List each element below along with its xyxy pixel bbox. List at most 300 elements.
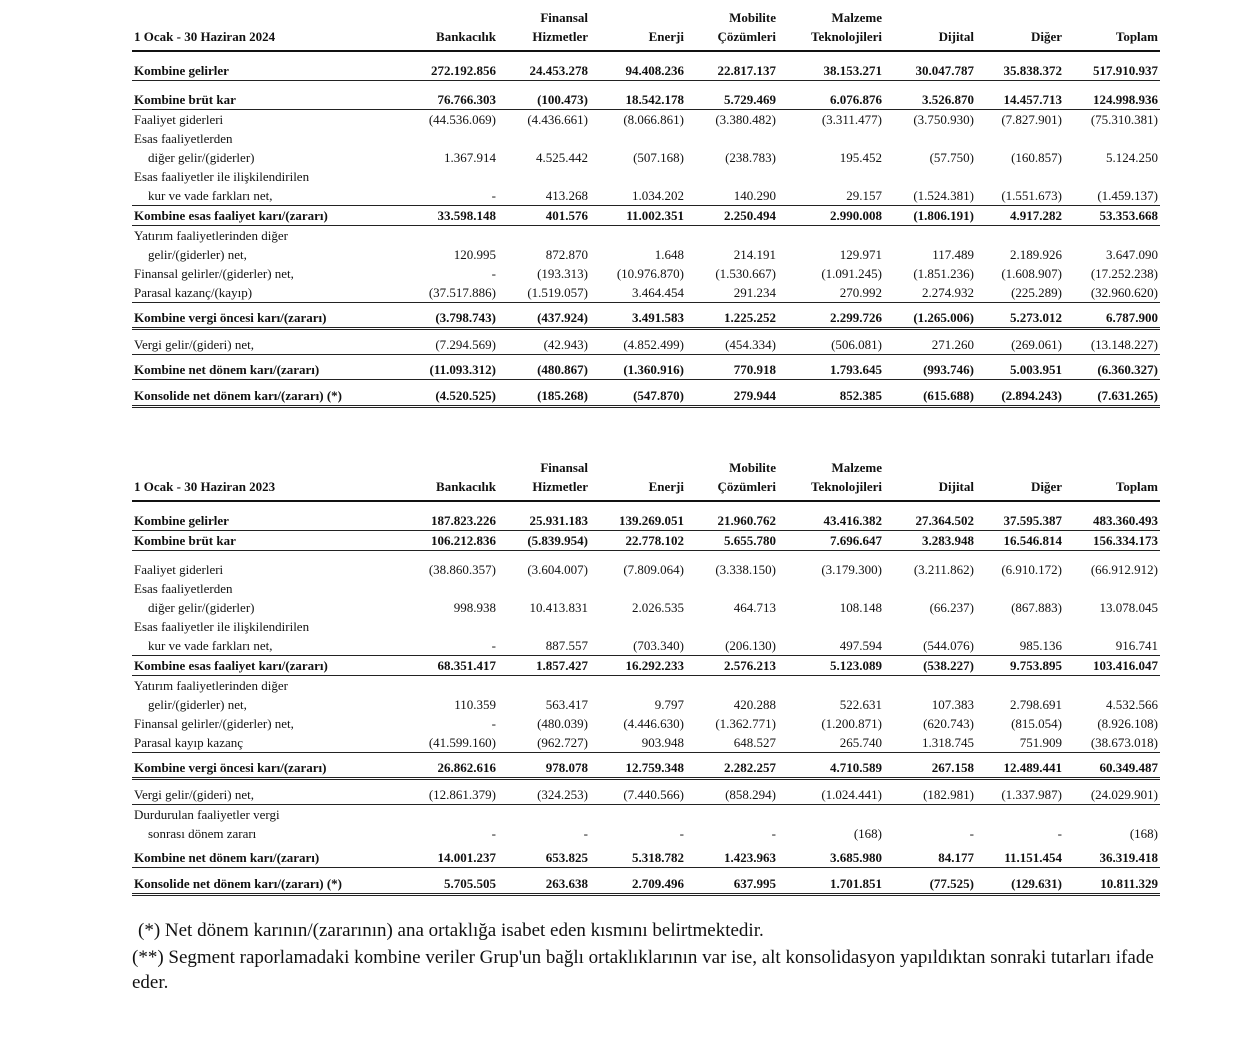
row-label: Faaliyet giderleri xyxy=(134,562,224,577)
col-header-dijital: Dijital xyxy=(884,8,976,51)
cell: 43.416.382 xyxy=(778,511,884,531)
cell: (547.870) xyxy=(590,386,686,407)
table-row xyxy=(132,785,1160,805)
row-label: Kombine gelirler xyxy=(132,511,394,531)
table-row xyxy=(132,656,1160,676)
cell: (1.530.667) xyxy=(715,266,776,281)
table-row-label-continuation xyxy=(132,129,1160,148)
row-label: Kombine esas faaliyet karı/(zararı) xyxy=(132,206,394,226)
cell: (1.200.871) xyxy=(821,716,882,731)
cell: 156.334.173 xyxy=(1064,531,1160,551)
col-header-diger: Diğer xyxy=(976,8,1064,51)
cell: (66.237) xyxy=(929,600,974,615)
cell: 5.729.469 xyxy=(686,90,778,110)
cell: (507.168) xyxy=(633,150,684,165)
cell: (1.519.057) xyxy=(498,283,590,303)
row-label: Kombine brüt kar xyxy=(132,90,394,110)
row-label: Kombine gelirler xyxy=(132,61,394,81)
row-label: Kombine vergi öncesi karı/(zararı) xyxy=(132,308,394,329)
cell: - xyxy=(1057,826,1062,841)
cell: (1.551.673) xyxy=(976,186,1064,206)
cell: 195.452 xyxy=(839,150,882,165)
segment-table-2024 xyxy=(132,8,1160,408)
cell: (480.039) xyxy=(537,716,588,731)
cell: (5.839.954) xyxy=(498,531,590,551)
cell: 3.491.583 xyxy=(590,308,686,329)
cell: (7.809.064) xyxy=(623,562,684,577)
cell: 25.931.183 xyxy=(498,511,590,531)
cell: (620.743) xyxy=(923,716,974,731)
cell: (815.054) xyxy=(1011,716,1062,731)
cell: (17.252.238) xyxy=(1090,266,1158,281)
cell: (1.851.236) xyxy=(913,266,974,281)
cell: 872.870 xyxy=(545,247,588,262)
cell: 497.594 xyxy=(778,636,884,656)
cell: 12.489.441 xyxy=(976,758,1064,779)
table-row-label-continuation xyxy=(132,579,1160,598)
cell: 464.713 xyxy=(733,600,776,615)
cell: (66.912.912) xyxy=(1090,562,1158,577)
cell: 3.283.948 xyxy=(884,531,976,551)
cell: (3.604.007) xyxy=(527,562,588,577)
col-header-toplam: Toplam xyxy=(1064,8,1160,51)
cell: 887.557 xyxy=(498,636,590,656)
row-label: Faaliyet giderleri xyxy=(134,112,224,127)
cell: 29.157 xyxy=(778,186,884,206)
cell: (42.943) xyxy=(498,335,590,355)
cell: (57.750) xyxy=(929,150,974,165)
cell: 108.148 xyxy=(839,600,882,615)
cell: 517.910.937 xyxy=(1064,61,1160,81)
cell: (44.536.069) xyxy=(428,112,496,127)
row-label: Kombine net dönem karı/(zararı) xyxy=(132,360,394,380)
cell: (168) xyxy=(853,826,882,841)
cell: (12.861.379) xyxy=(394,785,498,805)
cell: (100.473) xyxy=(498,90,590,110)
table-row xyxy=(132,695,1160,714)
cell: (7.440.566) xyxy=(590,785,686,805)
col-header-bankacilik: Bankacılık xyxy=(394,8,498,51)
table-row xyxy=(132,824,1160,843)
cell: - xyxy=(491,716,496,731)
row-label: Esas faaliyetlerden xyxy=(134,131,233,146)
cell: (6.910.172) xyxy=(1001,562,1062,577)
cell: (10.976.870) xyxy=(616,266,684,281)
cell: 4.710.589 xyxy=(778,758,884,779)
cell: 6.787.900 xyxy=(1064,308,1160,329)
row-label: diğer gelir/(giderler) xyxy=(148,600,255,615)
col-header-malzeme: Malzeme Teknolojileri xyxy=(778,8,884,51)
cell: 107.383 xyxy=(931,697,974,712)
cell: 1.648 xyxy=(654,247,684,262)
cell: (3.179.300) xyxy=(821,562,882,577)
col-header-dijital: Dijital xyxy=(884,458,976,501)
cell: - xyxy=(394,636,498,656)
cell: 3.685.980 xyxy=(778,848,884,868)
cell: 53.353.668 xyxy=(1064,206,1160,226)
cell: 18.542.178 xyxy=(590,90,686,110)
table-row xyxy=(132,874,1160,895)
cell: (168) xyxy=(1129,826,1158,841)
cell: - xyxy=(969,826,974,841)
cell: (867.883) xyxy=(1011,600,1062,615)
cell: (1.337.987) xyxy=(976,785,1064,805)
table-row xyxy=(132,206,1160,226)
table-row xyxy=(132,360,1160,380)
period-header: 1 Ocak - 30 Haziran 2023 xyxy=(132,458,394,501)
cell: (185.268) xyxy=(498,386,590,407)
cell: 21.960.762 xyxy=(686,511,778,531)
row-label: Esas faaliyetler ile ilişkilendirilen xyxy=(134,619,310,634)
table-row xyxy=(132,245,1160,264)
cell: 420.288 xyxy=(733,697,776,712)
cell: 16.292.233 xyxy=(590,656,686,676)
cell: 5.273.012 xyxy=(976,308,1064,329)
row-label: Durdurulan faaliyetler vergi xyxy=(134,807,280,822)
cell: 2.026.535 xyxy=(632,600,684,615)
table-row-label-continuation xyxy=(132,676,1160,696)
cell: 14.457.713 xyxy=(976,90,1064,110)
row-label: Kombine net dönem karı/(zararı) xyxy=(132,848,394,868)
cell: (4.520.525) xyxy=(394,386,498,407)
row-label: gelir/(giderler) net, xyxy=(148,247,247,262)
cell: 13.078.045 xyxy=(1099,600,1158,615)
cell: (7.294.569) xyxy=(394,335,498,355)
cell: 22.817.137 xyxy=(686,61,778,81)
cell: 483.360.493 xyxy=(1064,511,1160,531)
table-row xyxy=(132,335,1160,355)
cell: 2.990.008 xyxy=(778,206,884,226)
cell: 916.741 xyxy=(1064,636,1160,656)
cell: 33.598.148 xyxy=(394,206,498,226)
segment-table-2023 xyxy=(132,458,1160,896)
cell: - xyxy=(491,266,496,281)
cell: 38.153.271 xyxy=(778,61,884,81)
cell: 5.318.782 xyxy=(590,848,686,868)
row-label: Parasal kazanç/(kayıp) xyxy=(132,283,394,303)
table-header-row xyxy=(132,458,1160,501)
cell: 3.464.454 xyxy=(590,283,686,303)
cell: (962.727) xyxy=(498,733,590,753)
cell: (7.827.901) xyxy=(1001,112,1062,127)
cell: 271.260 xyxy=(884,335,976,355)
cell: (32.960.620) xyxy=(1064,283,1160,303)
cell: - xyxy=(679,826,684,841)
cell: (3.798.743) xyxy=(394,308,498,329)
col-header-mobilite: Mobilite Çözümleri xyxy=(686,8,778,51)
cell: (77.525) xyxy=(884,874,976,895)
table-row xyxy=(132,531,1160,551)
cell: (238.783) xyxy=(725,150,776,165)
row-label: Konsolide net dönem karı/(zararı) (*) xyxy=(132,386,394,407)
cell: (11.093.312) xyxy=(394,360,498,380)
cell: 648.527 xyxy=(686,733,778,753)
cell: 14.001.237 xyxy=(394,848,498,868)
cell: (8.926.108) xyxy=(1097,716,1158,731)
cell: 522.631 xyxy=(839,697,882,712)
cell: 187.823.226 xyxy=(394,511,498,531)
cell: 37.595.387 xyxy=(976,511,1064,531)
cell: 4.532.566 xyxy=(1106,697,1158,712)
cell: 7.696.647 xyxy=(778,531,884,551)
cell: (160.857) xyxy=(1011,150,1062,165)
period-header: 1 Ocak - 30 Haziran 2024 xyxy=(132,8,394,51)
cell: (1.362.771) xyxy=(715,716,776,731)
table-row xyxy=(132,61,1160,81)
cell: 770.918 xyxy=(686,360,778,380)
cell: (538.227) xyxy=(884,656,976,676)
cell: (615.688) xyxy=(884,386,976,407)
row-label: kur ve vade farkları net, xyxy=(132,636,394,656)
cell: (37.517.886) xyxy=(394,283,498,303)
row-label: Kombine vergi öncesi karı/(zararı) xyxy=(132,758,394,779)
table-row xyxy=(132,386,1160,407)
cell: 6.076.876 xyxy=(778,90,884,110)
cell: - xyxy=(771,826,776,841)
cell: (269.061) xyxy=(976,335,1064,355)
cell: 2.274.932 xyxy=(884,283,976,303)
cell: (206.130) xyxy=(686,636,778,656)
cell: 1.318.745 xyxy=(884,733,976,753)
cell: (38.860.357) xyxy=(428,562,496,577)
table-row xyxy=(132,283,1160,303)
cell: 68.351.417 xyxy=(394,656,498,676)
cell: 2.189.926 xyxy=(1010,247,1062,262)
cell: 978.078 xyxy=(498,758,590,779)
table-row xyxy=(132,110,1160,130)
cell: (8.066.861) xyxy=(623,112,684,127)
cell: 124.998.936 xyxy=(1064,90,1160,110)
cell: (6.360.327) xyxy=(1064,360,1160,380)
cell: 60.349.487 xyxy=(1064,758,1160,779)
cell: 27.364.502 xyxy=(884,511,976,531)
row-label: Finansal gelirler/(giderler) net, xyxy=(134,716,294,731)
cell: (1.360.916) xyxy=(590,360,686,380)
table-row xyxy=(132,90,1160,110)
row-label: gelir/(giderler) net, xyxy=(148,697,247,712)
table-row xyxy=(132,733,1160,753)
cell: (13.148.227) xyxy=(1064,335,1160,355)
row-label: sonrası dönem zararı xyxy=(148,826,257,841)
row-label: Kombine brüt kar xyxy=(132,531,394,551)
cell: (1.091.245) xyxy=(821,266,882,281)
cell: 5.123.089 xyxy=(778,656,884,676)
cell: 263.638 xyxy=(498,874,590,895)
cell: (506.081) xyxy=(778,335,884,355)
cell: 265.740 xyxy=(778,733,884,753)
table-row xyxy=(132,714,1160,733)
cell: (2.894.243) xyxy=(976,386,1064,407)
cell: 751.909 xyxy=(976,733,1064,753)
cell: 106.212.836 xyxy=(394,531,498,551)
col-header-malzeme: Malzeme Teknolojileri xyxy=(778,458,884,501)
cell: (3.380.482) xyxy=(715,112,776,127)
col-header-diger: Diğer xyxy=(976,458,1064,501)
cell: (193.313) xyxy=(537,266,588,281)
cell: 11.002.351 xyxy=(590,206,686,226)
cell: 84.177 xyxy=(884,848,976,868)
cell: 16.546.814 xyxy=(976,531,1064,551)
cell: 637.995 xyxy=(686,874,778,895)
table-row-label-continuation xyxy=(132,226,1160,246)
row-label: Parasal kayıp kazanç xyxy=(132,733,394,753)
cell: 4.917.282 xyxy=(976,206,1064,226)
table-row xyxy=(132,186,1160,206)
cell: (1.524.381) xyxy=(884,186,976,206)
cell: (437.924) xyxy=(498,308,590,329)
cell: (993.746) xyxy=(884,360,976,380)
cell: 120.995 xyxy=(453,247,496,262)
cell: 5.124.250 xyxy=(1106,150,1158,165)
row-label: Esas faaliyetler ile ilişkilendirilen xyxy=(134,169,310,184)
cell: 1.367.914 xyxy=(444,150,496,165)
row-label: Yatırım faaliyetlerinden diğer xyxy=(134,678,288,693)
table-row xyxy=(132,511,1160,531)
cell: 2.250.494 xyxy=(686,206,778,226)
cell: (3.211.862) xyxy=(913,562,974,577)
cell: 11.151.454 xyxy=(976,848,1064,868)
row-label: Vergi gelir/(gideri) net, xyxy=(132,335,394,355)
cell: 35.838.372 xyxy=(976,61,1064,81)
cell: 2.798.691 xyxy=(1010,697,1062,712)
cell: 2.282.257 xyxy=(686,758,778,779)
row-label: Esas faaliyetlerden xyxy=(134,581,233,596)
cell: (454.334) xyxy=(686,335,778,355)
cell: (41.599.160) xyxy=(394,733,498,753)
cell: (1.265.006) xyxy=(884,308,976,329)
cell: 903.948 xyxy=(590,733,686,753)
cell: 1.423.963 xyxy=(686,848,778,868)
cell: 653.825 xyxy=(498,848,590,868)
table-row xyxy=(132,148,1160,167)
cell: 1.857.427 xyxy=(498,656,590,676)
row-label: Vergi gelir/(gideri) net, xyxy=(132,785,394,805)
cell: (324.253) xyxy=(498,785,590,805)
cell: (3.338.150) xyxy=(715,562,776,577)
table-row-label-continuation xyxy=(132,805,1160,825)
cell: (703.340) xyxy=(590,636,686,656)
cell: 1.701.851 xyxy=(778,874,884,895)
table-row-label-continuation xyxy=(132,617,1160,636)
cell: 9.797 xyxy=(654,697,684,712)
cell: - xyxy=(394,186,498,206)
cell: (129.631) xyxy=(976,874,1064,895)
cell: 10.413.831 xyxy=(529,600,588,615)
row-label: Konsolide net dönem karı/(zararı) (*) xyxy=(132,874,394,895)
table-row-label-continuation xyxy=(132,167,1160,186)
row-label: Kombine esas faaliyet karı/(zararı) xyxy=(132,656,394,676)
cell: 24.453.278 xyxy=(498,61,590,81)
col-header-bankacilik: Bankacılık xyxy=(394,458,498,501)
cell: 5.655.780 xyxy=(686,531,778,551)
table-row xyxy=(132,598,1160,617)
cell: 139.269.051 xyxy=(590,511,686,531)
cell: (24.029.901) xyxy=(1064,785,1160,805)
cell: 76.766.303 xyxy=(394,90,498,110)
cell: (1.806.191) xyxy=(884,206,976,226)
cell: 26.862.616 xyxy=(394,758,498,779)
table-row xyxy=(132,636,1160,656)
cell: (858.294) xyxy=(686,785,778,805)
cell: 214.191 xyxy=(733,247,776,262)
cell: 22.778.102 xyxy=(590,531,686,551)
cell: (182.981) xyxy=(884,785,976,805)
footnote-1: (*) Net dönem karının/(zararının) ana ortaklığa isabet eden kısmını belirtmektedir. xyxy=(138,920,764,941)
col-header-mobilite: Mobilite Çözümleri xyxy=(686,458,778,501)
cell: 110.359 xyxy=(454,697,496,712)
cell: 2.576.213 xyxy=(686,656,778,676)
cell: 852.385 xyxy=(778,386,884,407)
cell: - xyxy=(583,826,588,841)
cell: (544.076) xyxy=(884,636,976,656)
cell: 291.234 xyxy=(686,283,778,303)
row-label: diğer gelir/(giderler) xyxy=(148,150,255,165)
cell: (4.852.499) xyxy=(590,335,686,355)
cell: 36.319.418 xyxy=(1064,848,1160,868)
cell: (4.446.630) xyxy=(623,716,684,731)
table-row xyxy=(132,308,1160,329)
table-row xyxy=(132,758,1160,779)
cell: 563.417 xyxy=(545,697,588,712)
row-label: Yatırım faaliyetlerinden diğer xyxy=(134,228,288,243)
cell: (4.436.661) xyxy=(527,112,588,127)
cell: (7.631.265) xyxy=(1064,386,1160,407)
col-header-toplam: Toplam xyxy=(1064,458,1160,501)
cell: 401.576 xyxy=(498,206,590,226)
cell: 270.992 xyxy=(778,283,884,303)
cell: (1.608.907) xyxy=(1001,266,1062,281)
cell: 272.192.856 xyxy=(394,61,498,81)
cell: 30.047.787 xyxy=(884,61,976,81)
cell: 985.136 xyxy=(976,636,1064,656)
cell: 1.793.645 xyxy=(778,360,884,380)
cell: 3.647.090 xyxy=(1106,247,1158,262)
cell: 140.290 xyxy=(686,186,778,206)
cell: 4.525.442 xyxy=(536,150,588,165)
cell: 279.944 xyxy=(686,386,778,407)
col-header-enerji: Enerji xyxy=(590,458,686,501)
cell: (75.310.381) xyxy=(1090,112,1158,127)
table-row xyxy=(132,264,1160,283)
cell: 117.489 xyxy=(932,247,974,262)
cell: 5.705.505 xyxy=(394,874,498,895)
cell: - xyxy=(491,826,496,841)
cell: (3.311.477) xyxy=(821,112,882,127)
cell: 267.158 xyxy=(884,758,976,779)
col-header-finansal-hizmetler: Finansal Hizmetler xyxy=(498,8,590,51)
cell: 2.709.496 xyxy=(590,874,686,895)
cell: 9.753.895 xyxy=(976,656,1064,676)
cell: (480.867) xyxy=(498,360,590,380)
cell: 3.526.870 xyxy=(884,90,976,110)
cell: (225.289) xyxy=(976,283,1064,303)
cell: 998.938 xyxy=(453,600,496,615)
cell: 12.759.348 xyxy=(590,758,686,779)
col-header-enerji: Enerji xyxy=(590,8,686,51)
col-header-finansal-hizmetler: Finansal Hizmetler xyxy=(498,458,590,501)
row-label: Finansal gelirler/(giderler) net, xyxy=(134,266,294,281)
cell: (3.750.930) xyxy=(913,112,974,127)
cell: 2.299.726 xyxy=(778,308,884,329)
cell: 1.034.202 xyxy=(590,186,686,206)
table-header-row xyxy=(132,8,1160,51)
cell: 94.408.236 xyxy=(590,61,686,81)
cell: 103.416.047 xyxy=(1064,656,1160,676)
footnote-2: (**) Segment raporlamadaki kombine veriler Grup'un bağlı ortaklıklarının var ise, alt konsolidasyon yapıldıktan sonraki tutarları ifade eder. xyxy=(132,947,1154,993)
cell: 10.811.329 xyxy=(1064,874,1160,895)
cell: 413.268 xyxy=(498,186,590,206)
cell: (1.024.441) xyxy=(778,785,884,805)
